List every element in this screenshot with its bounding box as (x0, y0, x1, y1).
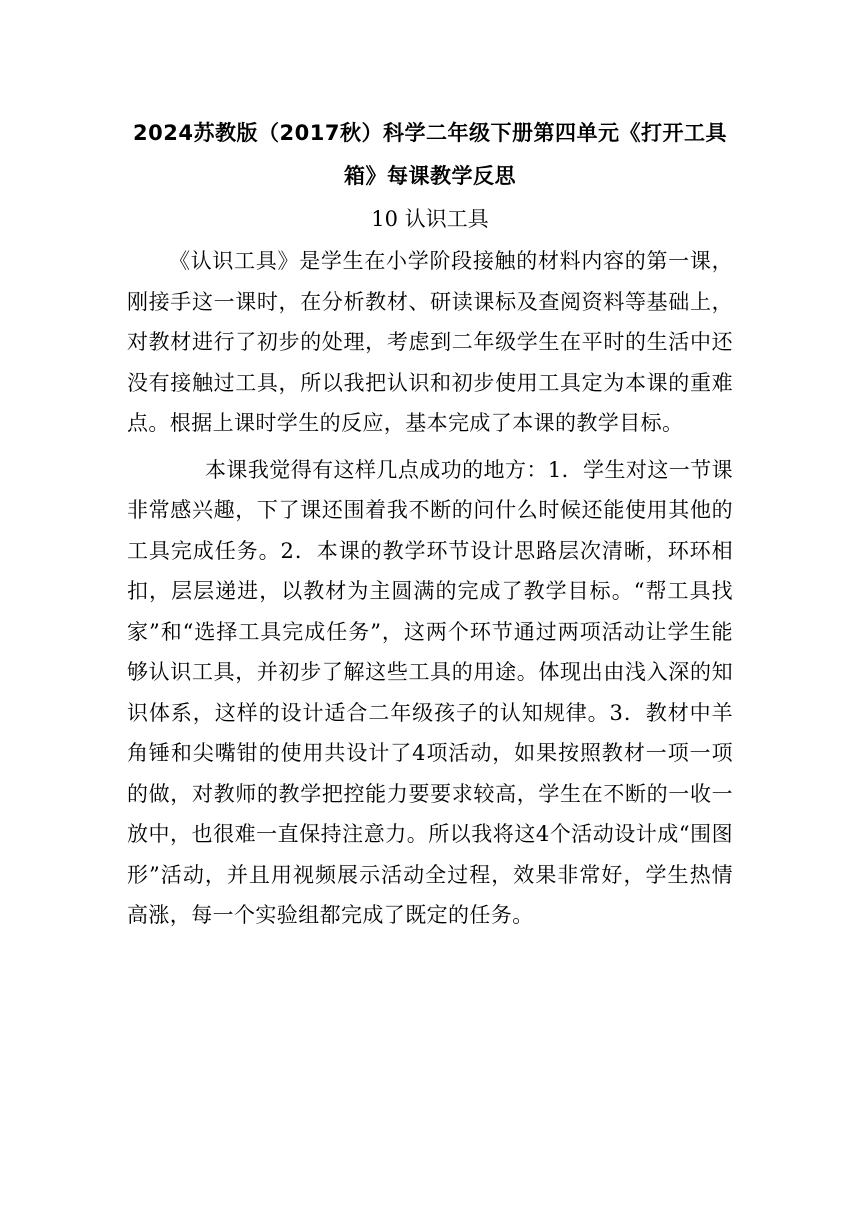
document-page (127, 112, 733, 936)
document-title: 2024苏教版（2017秋）科学二年级下册第四单元《打开工具箱》每课教学反思 (133, 121, 727, 188)
paragraph-intro: 《认识工具》是学生在小学阶段接触的材料内容的第一课，刚接手这一课时，在分析教材、研读课标及查阅资料等基础上，对教材进行了初步的处理，考虑到二年级学生在平时的生活中还没有接触过工具，所以我把认识和初步使用工具定为本课的重难点。根据上课时学生的反应，基本完成了本课的教学目标。 (127, 249, 733, 435)
paragraph-success-points: 本课我觉得有这样几点成功的地方：1．学生对这一节课非常感兴趣，下了课还围着我不断的问什么时候还能使用其他的工具完成任务。2．本课的教学环节设计思路层次清晰，环环相扣，层层递进，以教材为主圆满的完成了教学目标。“帮工具找家”和“选择工具完成任务”，这两个环节通过两项活动让学生能够认识工具，并初步了解这些工具的用途。体现出由浅入深的知识体系，这样的设计适合二年级孩子的认知规律。3．教材中羊角锤和尖嘴钳的使用共设计了4项活动，如果按照教材一项一项的做，对教师的教学把控能力要要求较高，学生在不断的一收一放中，也很难一直保持注意力。所以我将这4个活动设计成“围图形”活动，并且用视频展示活动全过程，效果非常好，学生热情高涨，每一个实验组都完成了既定的任务。 (127, 457, 733, 927)
lesson-heading: 10 认识工具 (371, 207, 489, 231)
